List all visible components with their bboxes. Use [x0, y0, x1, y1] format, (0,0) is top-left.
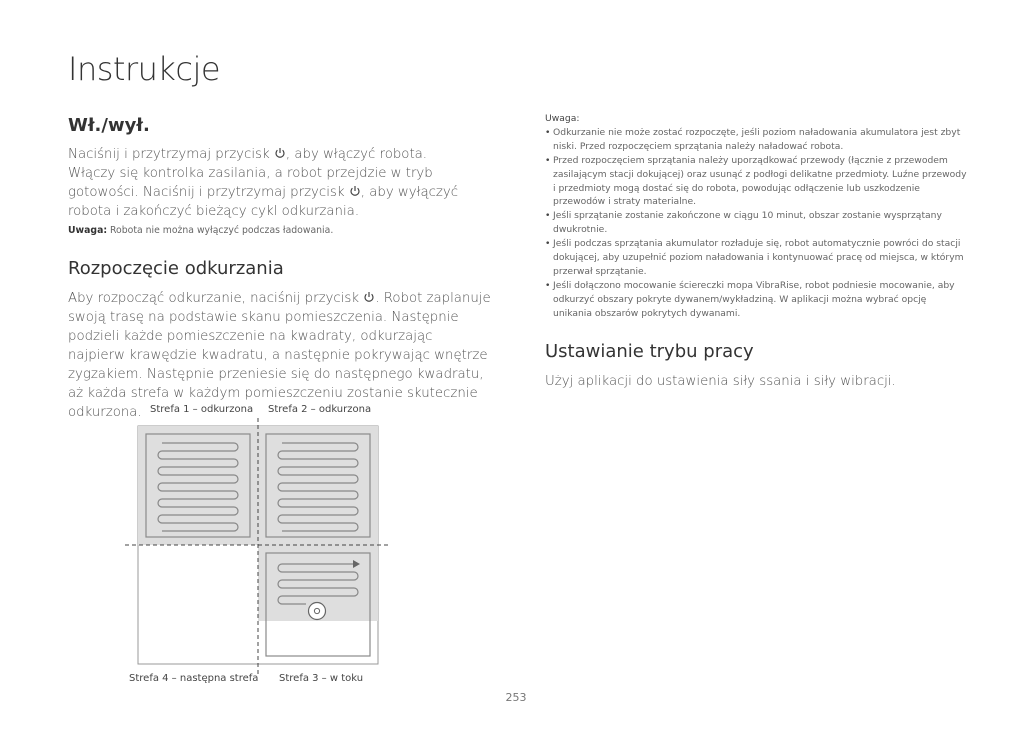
- start-text-b: . Robot zaplanuje swoją trasę na podstawie skanu pomieszczenia. Następnie podzieli każde pomieszczenie na kwadraty, odkurzając najpierw krawędzie kwadratu, a następnie pokrywając wnętrze zygzakiem. Następnie przeniesie się do następnego kwadratu, aż każda strefa w każdym pomieszczeniu zostanie skutecznie odkurzona.: [68, 291, 491, 420]
- zone2-label: Strefa 2 – odkurzona: [268, 404, 372, 415]
- onoff-heading: Wł./wył.: [68, 115, 150, 136]
- page-title: Instrukcje: [68, 50, 221, 88]
- zone1-label: Strefa 1 – odkurzona: [150, 404, 254, 415]
- start-paragraph: [68, 289, 493, 422]
- note-item: • Jeśli sprzątanie zostanie zakończone w ciągu 10 minut, obszar zostanie wysprzątany dwukrotnie.: [545, 209, 967, 237]
- robot-icon: [309, 603, 326, 620]
- note-item: • Jeśli dołączono mocowanie ściereczki mopa VibraRise, robot podniesie mocowanie, aby odkurzyć obszary pokryte dywanem/wykładziną. W aplikacji można wybrać opcję unikania obszarów pokrytych dywanami.: [545, 279, 967, 321]
- page-number: 253: [505, 691, 527, 704]
- zone3-label: Strefa 3 – w toku: [279, 673, 364, 684]
- zone1-area: [138, 426, 258, 545]
- notes-list: [545, 126, 967, 321]
- notes-label: Uwaga:: [545, 113, 580, 124]
- cleaning-zones-diagram: [120, 416, 395, 676]
- onoff-text-b: , aby włączyć robota. Włączy się kontrolka zasilania, a robot przejdzie w tryb gotowości. Naciśnij i przytrzymaj przycisk: [68, 147, 433, 200]
- power-icon: [274, 147, 286, 159]
- power-icon: [349, 185, 361, 197]
- onoff-text-a: Naciśnij i przytrzymaj przycisk: [68, 147, 274, 162]
- onoff-note-text: Robota nie można wyłączyć podczas ładowania.: [107, 225, 334, 236]
- onoff-note: [68, 225, 333, 236]
- onoff-paragraph: [68, 145, 478, 221]
- onoff-text-c: , aby wyłączyć robota i zakończyć bieżący cykl odkurzania.: [68, 185, 459, 219]
- start-text-a: Aby rozpocząć odkurzanie, naciśnij przycisk: [68, 291, 364, 306]
- note-item: • Odkurzanie nie może zostać rozpoczęte, jeśli poziom naładowania akumulatora jest zbyt niski. Przed rozpoczęciem sprzątania należy naładować robota.: [545, 126, 967, 154]
- start-heading: Rozpoczęcie odkurzania: [68, 258, 284, 279]
- power-icon: [363, 291, 375, 303]
- notes-block: [545, 112, 967, 321]
- note-item: • Przed rozpoczęciem sprzątania należy uporządkować przewody (łącznie z przewodem zasilającym stacji dokującej) oraz usunąć z podłogi delikatne przedmioty. Luźne przewody i przedmioty mogą dostać się do robota, powodując odłączenie lub uszkodzenie przewodów i straty materialne.: [545, 154, 967, 210]
- zone4-label: Strefa 4 – następna strefa: [129, 673, 259, 684]
- mode-heading: Ustawianie trybu pracy: [545, 341, 754, 362]
- zone2-area: [258, 426, 378, 545]
- mode-paragraph: Użyj aplikacji do ustawienia siły ssania i siły wibracji.: [545, 374, 896, 389]
- onoff-note-label: Uwaga:: [68, 225, 108, 236]
- note-item: • Jeśli podczas sprzątania akumulator rozładuje się, robot automatycznie powróci do stacji dokującej, aby uzupełnić poziom naładowania i kontynuować pracę od miejsca, w którym przerwał sprzątanie.: [545, 237, 967, 279]
